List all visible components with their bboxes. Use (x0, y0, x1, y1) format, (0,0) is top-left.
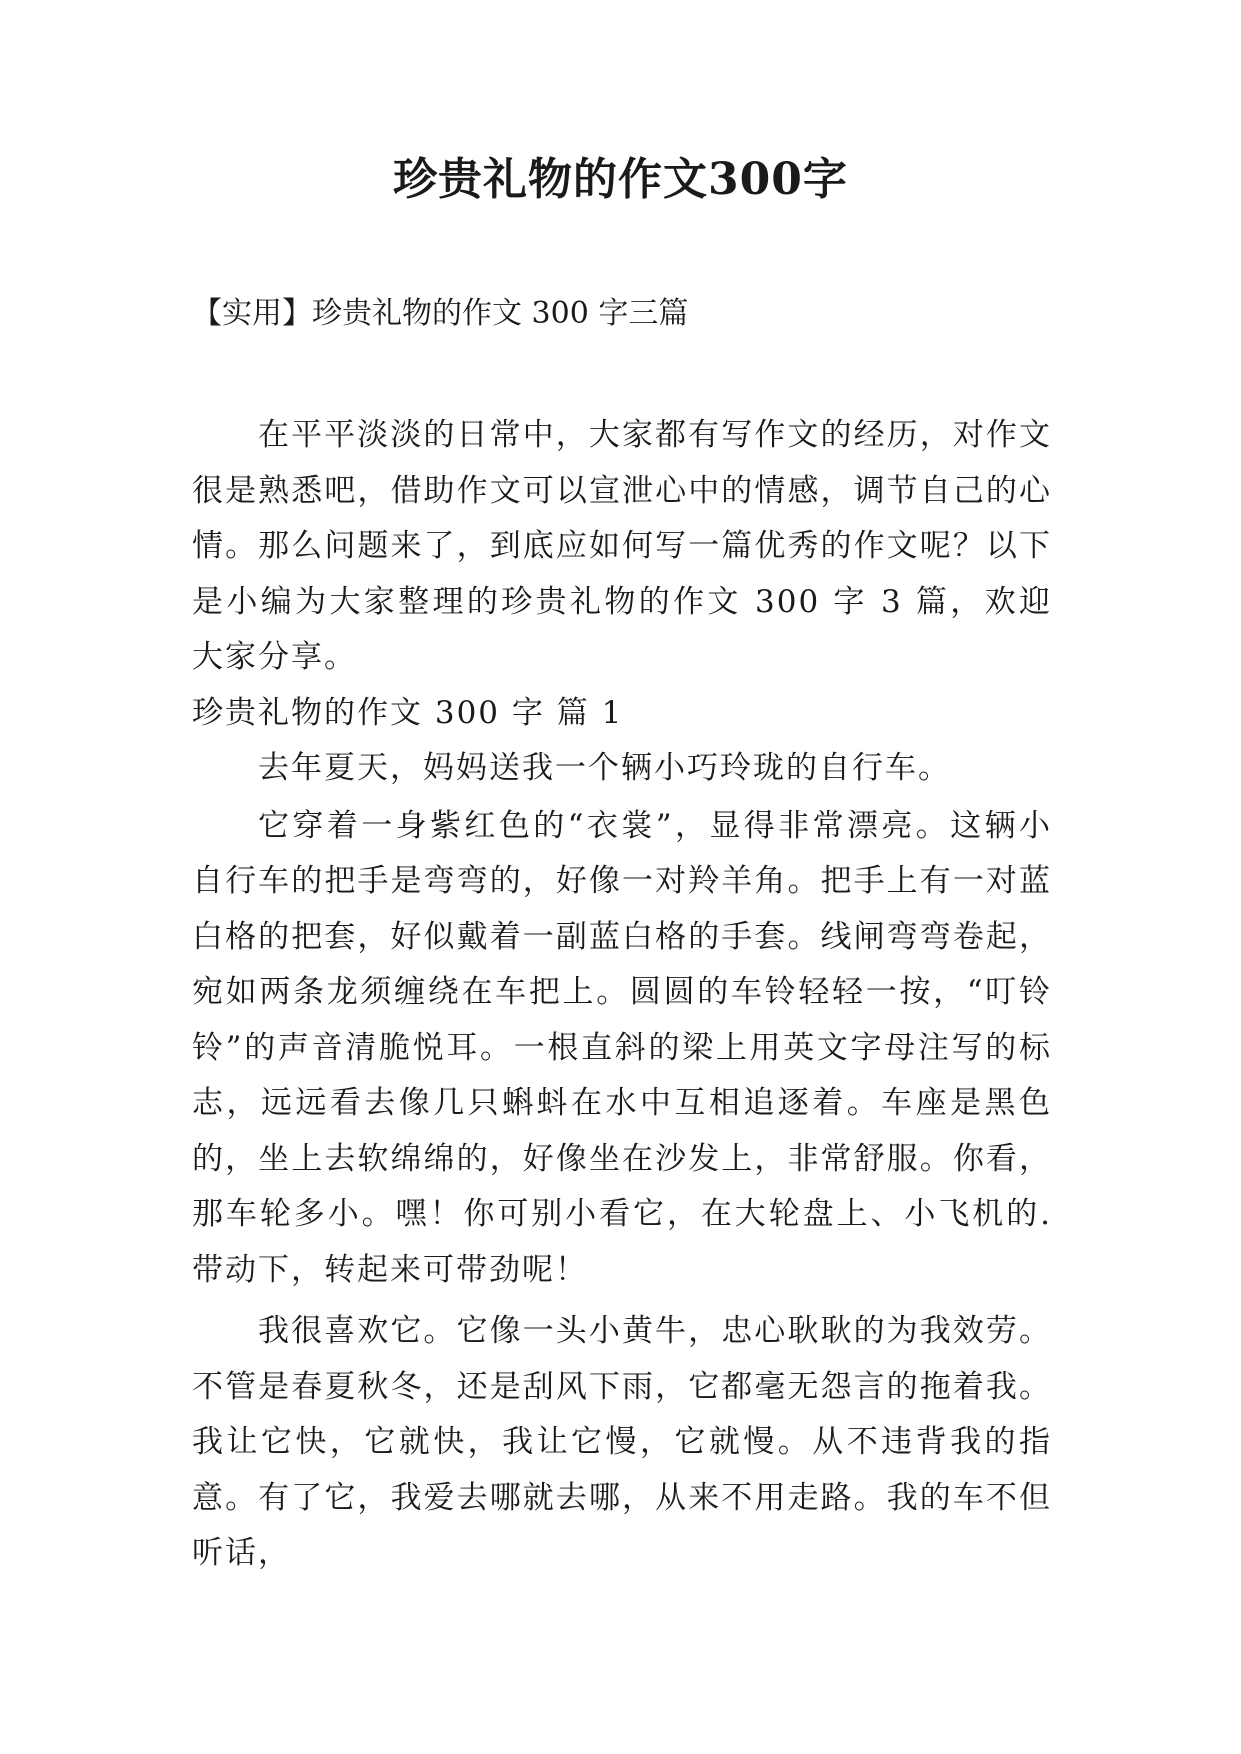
body-paragraph: 我很喜欢它。它像一头小黄牛，忠心耿耿的为我效劳。不管是春夏秋冬，还是刮风下雨，它都毫无怨言的拖着我。我让它快，它就快，我让它慢，它就慢。从不违背我的指意。有了它，我爱去哪就去哪，从来不用走路。我的车不但听话， (192, 1313, 1052, 1571)
document-body (192, 408, 1052, 1582)
page-title: 珍贵礼物的作文300字 (393, 154, 848, 205)
essay-heading: 珍贵礼物的作文 300 字 篇 1 (192, 694, 624, 731)
document-subtitle: 【实用】珍贵礼物的作文 300 字三篇 (192, 296, 689, 331)
intro-paragraph: 在平平淡淡的日常中，大家都有写作文的经历，对作文很是熟悉吧，借助作文可以宣泄心中的情感，调节自己的心情。那么问题来了，到底应如何写一篇优秀的作文呢？以下是小编为大家整理的珍贵礼物的作文 300 字 3 篇，欢迎大家分享。 (192, 417, 1052, 675)
body-paragraph: 去年夏天，妈妈送我一个辆小巧玲珑的自行车。 (258, 750, 951, 786)
body-paragraph: 它穿着一身紫红色的“衣裳”，显得非常漂亮。这辆小自行车的把手是弯弯的，好像一对羚羊角。把手上有一对蓝白格的把套，好似戴着一副蓝白格的手套。线闸弯弯卷起，宛如两条龙须缠绕在车把上。圆圆的车铃轻轻一按，“叮铃铃”的声音清脆悦耳。一根直斜的梁上用英文字母注写的标志，远远看去像几只蝌蚪在水中互相追逐着。车座是黑色的，坐上去软绵绵的，好像坐在沙发上，非常舒服。你看，那车轮多小。嘿！你可别小看它，在大轮盘上、小飞机的.带动下，转起来可带劲呢！ (192, 807, 1052, 1288)
